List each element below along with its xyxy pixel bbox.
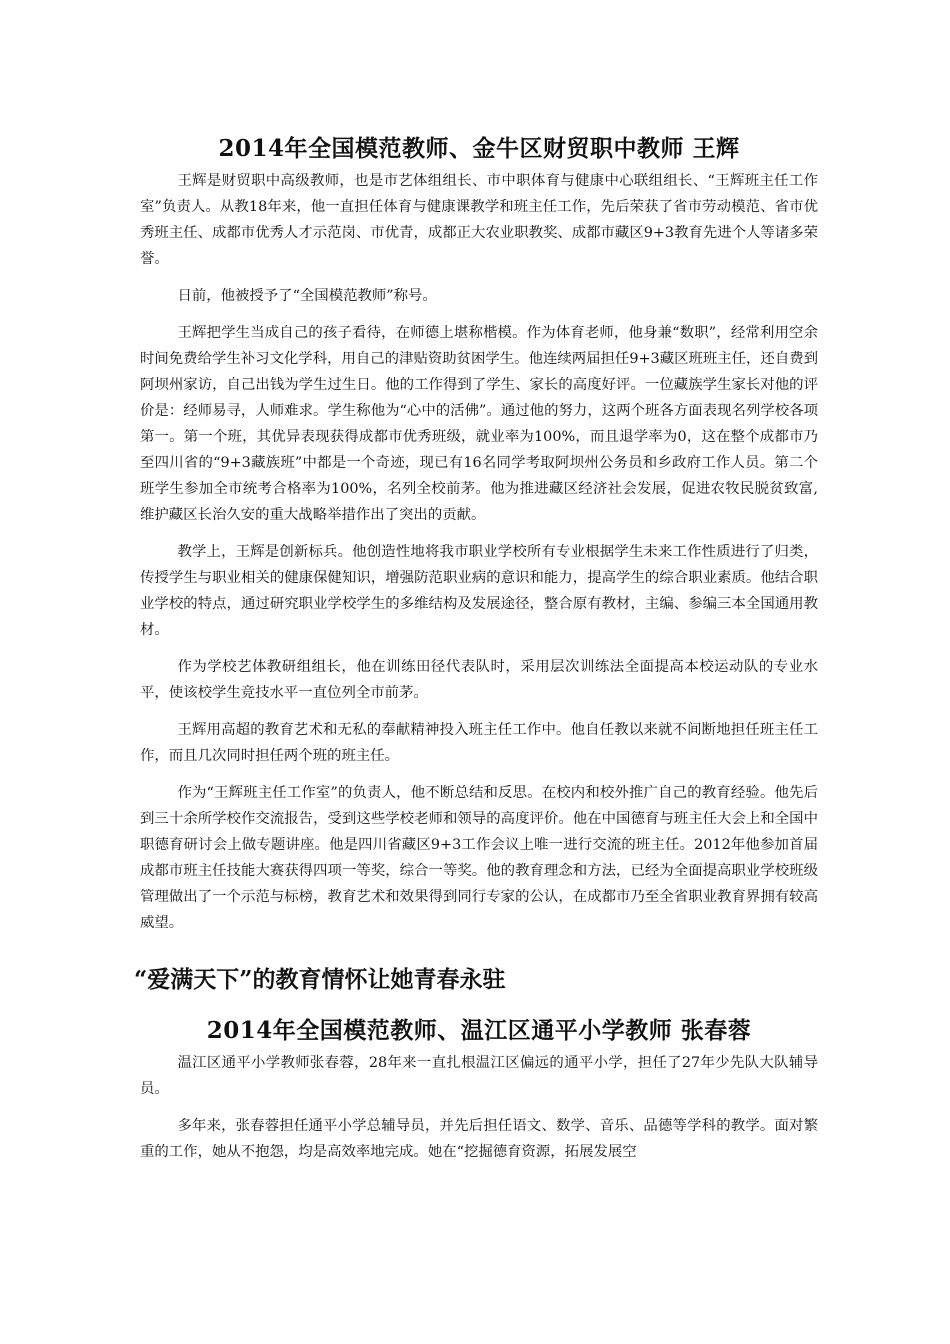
paragraph: 作为“王辉班主任工作室”的负责人，他不断总结和反思。在校内和校外推广自己的教育经验。他先后到三十余所学校作交流报告，受到这些学校老师和领导的高度评价。他在中国德育与班主任大会上和全国中职德育研讨会上做专题讲座。他是四川省藏区9+3工作会议上唯一进行交流的班主任。2012年他参加首届成都市班主任技能大赛获得四项一等奖，综合一等奖。他的教育理念和方法，已经为全面提高职业学校班级管理做出了一个示范与标榜，教育艺术和效果得到同行专家的公认，在成都市乃至全省职业教育界拥有较高威望。 — [140, 785, 818, 931]
paragraph: 王辉是财贸职中高级教师，也是市艺体组组长、市中职体育与健康中心联组组长、“王辉班主任工作室”负责人。从教18年来，他一直担任体育与健康课教学和班主任工作，先后荣获了省市劳动模范、省市优秀班主任、成都市优秀人才示范岗、市优青，成都正大农业职教奖、成都市藏区9+3教育先进个人等诸多荣誉。 — [140, 173, 818, 267]
section-heading: “爱满天下”的教育情怀让她青春永驻 — [134, 966, 506, 993]
article-title-zhang-chunrong: 2014年全国模范教师、温江区通平小学教师 张春蓉 — [206, 1017, 752, 1044]
article-body-wang-hui — [140, 168, 818, 936]
paragraph: 王辉把学生当成自己的孩子看待，在师德上堪称楷模。作为体育老师，他身兼“数职”，经常利用空余时间免费给学生补习文化学科，用自己的津贴资助贫困学生。他连续两届担任9+3藏区班班主任，还自费到阿坝州家访，自己出钱为学生过生日。他的工作得到了学生、家长的高度好评。一位藏族学生家长对他的评价是：经师易寻，人师难求。学生称他为“心中的活佛”。通过他的努力，这两个班各方面表现名列学校各项第一。第一个班，其优异表现获得成都市优秀班级，就业率为100%，而且退学率为0，这在整个成都市乃至四川省的“9+3藏族班”中都是一个奇迹，现已有16名同学考取阿坝州公务员和乡政府工作人员。第二个班学生参加全市统考合格率为100%，名列全校前茅。他为推进藏区经济社会发展，促进农牧民脱贫致富,维护藏区长治久安的重大战略举措作出了突出的贡献。 — [140, 325, 818, 523]
paragraph: 王辉用高超的教育艺术和无私的奉献精神投入班主任工作中。他自任教以来就不间断地担任班主任工作，而且几次同时担任两个班的班主任。 — [140, 722, 818, 764]
paragraph: 日前，他被授予了“全国模范教师”称号。 — [177, 288, 437, 304]
article-title-wang-hui: 2014年全国模范教师、金牛区财贸职中教师 王辉 — [218, 135, 740, 162]
paragraph: 作为学校艺体教研组组长，他在训练田径代表队时，采用层次训练法全面提高本校运动队的专业水平，使该校学生竞技水平一直位列全市前茅。 — [140, 659, 818, 701]
paragraph: 温江区通平小学教师张春蓉，28年来一直扎根温江区偏远的通平小学，担任了27年少先队大队辅导员。 — [140, 1055, 818, 1097]
paragraph: 多年来，张春蓉担任通平小学总辅导员，并先后担任语文、数学、音乐、品德等学科的教学。面对繁重的工作，她从不抱怨，均是高效率地完成。她在“挖掘德育资源，拓展发展空 — [140, 1118, 818, 1160]
paragraph: 教学上，王辉是创新标兵。他创造性地将我市职业学校所有专业根据学生未来工作性质进行了归类，传授学生与职业相关的健康保健知识，增强防范职业病的意识和能力，提高学生的综合职业素质。他结合职业学校的特点，通过研究职业学校学生的多维结构及发展途径，整合原有教材，主编、参编三本全国通用教材。 — [140, 544, 818, 638]
article-body-zhang-chunrong — [140, 1050, 818, 1165]
